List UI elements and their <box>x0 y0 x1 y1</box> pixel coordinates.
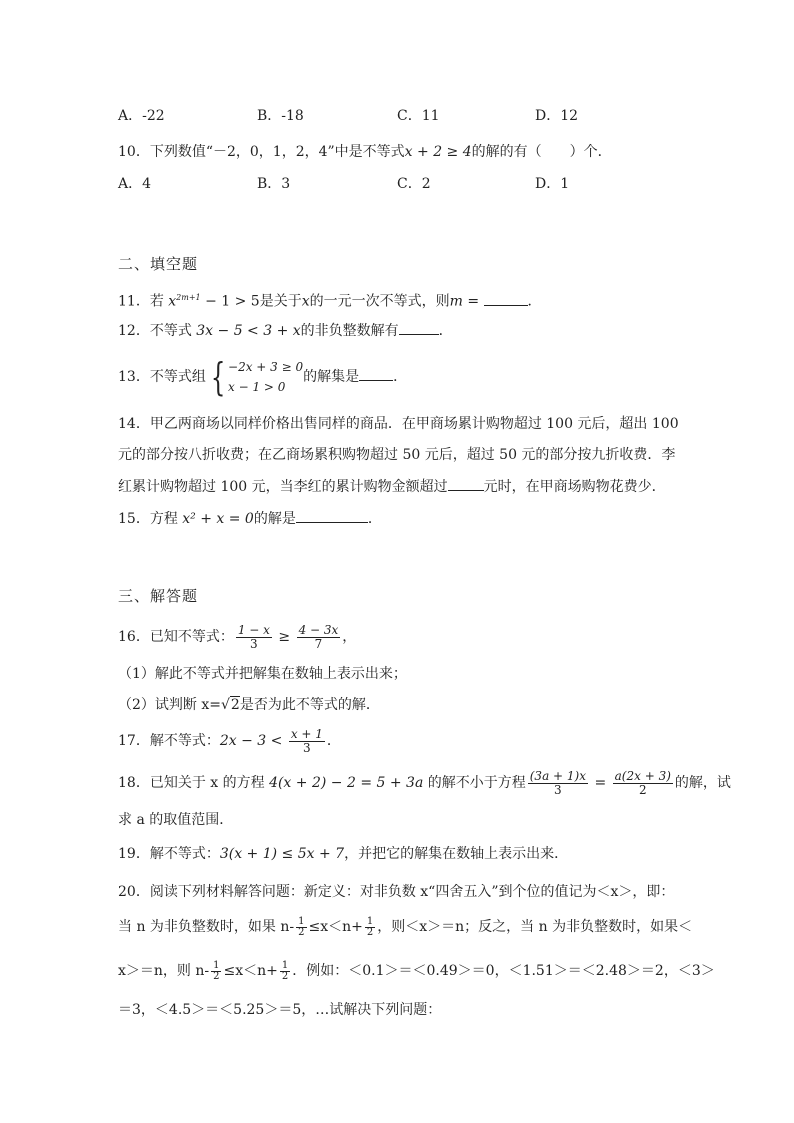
q20-half-den: 2 <box>281 970 289 982</box>
q18-f2-num: a(2x + 3) <box>614 768 671 783</box>
q16-frac2-num: 4 − 3x <box>298 622 339 637</box>
q9-option-d: D．12 <box>535 108 579 124</box>
q19-inequality: 3(x + 1) ≤ 5x + 7 <box>219 846 345 862</box>
q16-end: ， <box>342 629 357 645</box>
q13-answer-blank[interactable] <box>359 366 393 381</box>
q17-end: ． <box>326 733 341 749</box>
q17 <box>118 724 341 758</box>
q18-f2-den: 2 <box>638 782 647 797</box>
q16-frac1-den: 3 <box>250 636 258 651</box>
q17-prefix: 17．解不等式： <box>118 733 220 749</box>
q20-half-den: 2 <box>366 926 374 938</box>
q18-fraction-right <box>613 770 673 797</box>
q16-frac1-num: 1 − x <box>237 622 270 637</box>
q13-suffix: 的解集是 <box>303 369 360 385</box>
q20-half-den: 2 <box>298 926 305 938</box>
q12-prefix: 12．不等式 <box>118 323 197 339</box>
q15-equation: x² + x = 0 <box>182 511 254 527</box>
q18-suffix: 的解，试 <box>674 775 731 791</box>
q18-eqsign: = <box>590 775 611 791</box>
q14-answer-blank[interactable] <box>448 476 484 491</box>
section-fill-in-title: 二、填空题 <box>118 255 199 273</box>
q18-f1-num: (3a + 1)x <box>529 768 586 783</box>
q9-option-b: B．-18 <box>257 108 304 124</box>
q10-option-d: D．1 <box>535 176 570 192</box>
q10-stem <box>118 142 612 162</box>
q20-half-den: 2 <box>213 970 220 982</box>
q11-rest: − 1 > 5 <box>200 293 260 310</box>
q20-line3b: ≤x＜n+ <box>223 963 278 979</box>
q18-equation: 4(x + 2) − 2 = 5 + 3a <box>269 775 424 791</box>
q17-frac-den: 3 <box>303 740 311 755</box>
q12 <box>118 320 453 341</box>
q12-inequality: 3x − 5 < 3 + x <box>196 323 301 339</box>
q16-part1: （1）解此不等式并把解集在数轴上表示出来； <box>118 666 407 682</box>
q20-line1: 20．阅读下列材料解答问题：新定义：对非负数 x“四舍五入”到个位的值记为＜x＞，即： <box>118 884 675 900</box>
q14-line3b: 元时，在甲商场购物花费少． <box>483 479 666 495</box>
sqrt-icon: √ <box>220 697 230 713</box>
q18-line1 <box>118 766 731 800</box>
q11-exponent: 2m+1 <box>176 293 201 302</box>
q13-system <box>206 357 303 397</box>
q20-half-num: 1 <box>366 915 374 927</box>
q13 <box>118 356 407 398</box>
q20-line3 <box>118 956 715 986</box>
q16 <box>118 620 356 654</box>
q17-frac-num: x + 1 <box>290 726 323 741</box>
q12-suffix: 的非负整数解有 <box>300 323 399 339</box>
q11 <box>118 288 542 312</box>
q10-option-a: A．4 <box>118 176 152 192</box>
q13-end: ． <box>393 369 408 385</box>
q19-suffix: ，并把它的解集在数轴上表示出来． <box>344 846 569 862</box>
q20-half-num: 1 <box>298 915 305 927</box>
q20-half-2 <box>365 917 375 938</box>
q10-suffix: 的解的有（ ）个． <box>471 144 612 160</box>
q11-mid2: 的一元一次不等式，则 <box>309 293 450 310</box>
q15 <box>118 508 382 529</box>
q19-prefix: 19．解不等式： <box>118 846 220 862</box>
q16-part2 <box>118 695 380 715</box>
q16-fraction-right <box>297 624 341 651</box>
q15-answer-blank[interactable] <box>296 508 368 523</box>
q10-option-b: B．3 <box>257 176 291 192</box>
q11-answer-blank[interactable] <box>484 291 528 306</box>
q9-option-a: A．-22 <box>118 108 165 124</box>
q18-f1-den: 3 <box>554 782 562 797</box>
q20-line2c: ，则＜x＞＝n；反之，当 n 为非负整数时，如果＜ <box>377 919 693 935</box>
q11-eq: = <box>462 293 484 310</box>
q17-lhs: 2x − 3 < <box>219 733 287 749</box>
q16-frac2-den: 7 <box>314 636 323 651</box>
q11-prefix: 11．若 <box>118 293 169 310</box>
q14-line2: 元的部分按八折收费；在乙商场累积购物超过 50 元后，超过 50 元的部分按九折收费．李 <box>118 447 676 463</box>
q18-mid: 的解不小于方程 <box>423 775 526 791</box>
q13-prefix: 13．不等式组 <box>118 369 206 385</box>
q14-line3 <box>118 476 666 497</box>
q18-fraction-left <box>528 770 588 797</box>
q20-half-3 <box>211 961 221 982</box>
q20-line4: ＝3，＜4.5＞＝＜5.25＞＝5，…试解决下列问题： <box>118 1002 442 1018</box>
q10-prefix: 10．下列数值“－2，0，1，2，4”中是不等式 <box>118 144 405 160</box>
q15-prefix: 15．方程 <box>118 511 183 527</box>
q20-half-num: 1 <box>281 959 289 971</box>
q11-var: x <box>301 293 310 310</box>
q13-line2: x − 1 > 0 <box>228 380 286 394</box>
q18-prefix: 18．已知关于 x 的方程 <box>118 775 270 791</box>
q20-line3a: x＞＝n，则 n- <box>118 963 210 979</box>
q19 <box>118 844 568 864</box>
q16-part2-prefix: （2）试判断 x= <box>118 697 221 713</box>
q20-line2 <box>118 912 692 942</box>
q14-line1: 14．甲乙两商场以同样价格出售同样的商品．在甲商场累计购物超过 100 元后，超出 100 <box>118 416 679 432</box>
q16-op: ≥ <box>273 629 295 645</box>
q20-half-1 <box>296 917 306 938</box>
q16-prefix: 16．已知不等式： <box>118 629 234 645</box>
q16-part2-suffix: 是否为此不等式的解． <box>239 697 380 713</box>
q16-fraction-left <box>236 624 272 651</box>
q13-brace: { <box>210 355 226 399</box>
q11-mid: 是关于 <box>259 293 302 310</box>
q15-suffix: 的解是 <box>253 511 296 527</box>
q17-fraction <box>289 728 325 755</box>
q18-line2: 求 a 的取值范围． <box>118 812 234 828</box>
q20-half-4 <box>280 961 290 982</box>
q12-end: ． <box>438 323 453 339</box>
q20-half-num: 1 <box>213 959 220 971</box>
q20-line2b: ≤x＜n+ <box>308 919 363 935</box>
q11-m: m <box>449 293 463 310</box>
q11-base: x <box>168 293 177 310</box>
q10-option-c: C．2 <box>397 176 431 192</box>
section-answer-title: 三、解答题 <box>118 587 199 605</box>
q13-line1: −2x + 3 ≥ 0 <box>228 360 304 374</box>
q20-line3c: ．例如：＜0.1＞＝＜0.49＞＝0，＜1.51＞＝＜2.48＞＝2，＜3＞ <box>292 963 715 979</box>
q11-end: ． <box>527 293 542 310</box>
q14-line3a: 红累计购物超过 100 元，当李红的累计购物金额超过 <box>118 479 448 495</box>
q12-answer-blank[interactable] <box>399 320 439 335</box>
q9-option-c: C．11 <box>397 108 440 124</box>
q16-radicand: 2 <box>230 697 240 713</box>
q10-inequality: x + 2 ≥ 4 <box>404 144 472 160</box>
q15-end: ． <box>367 511 382 527</box>
q20-line2a: 当 n 为非负整数时，如果 n- <box>118 919 295 935</box>
